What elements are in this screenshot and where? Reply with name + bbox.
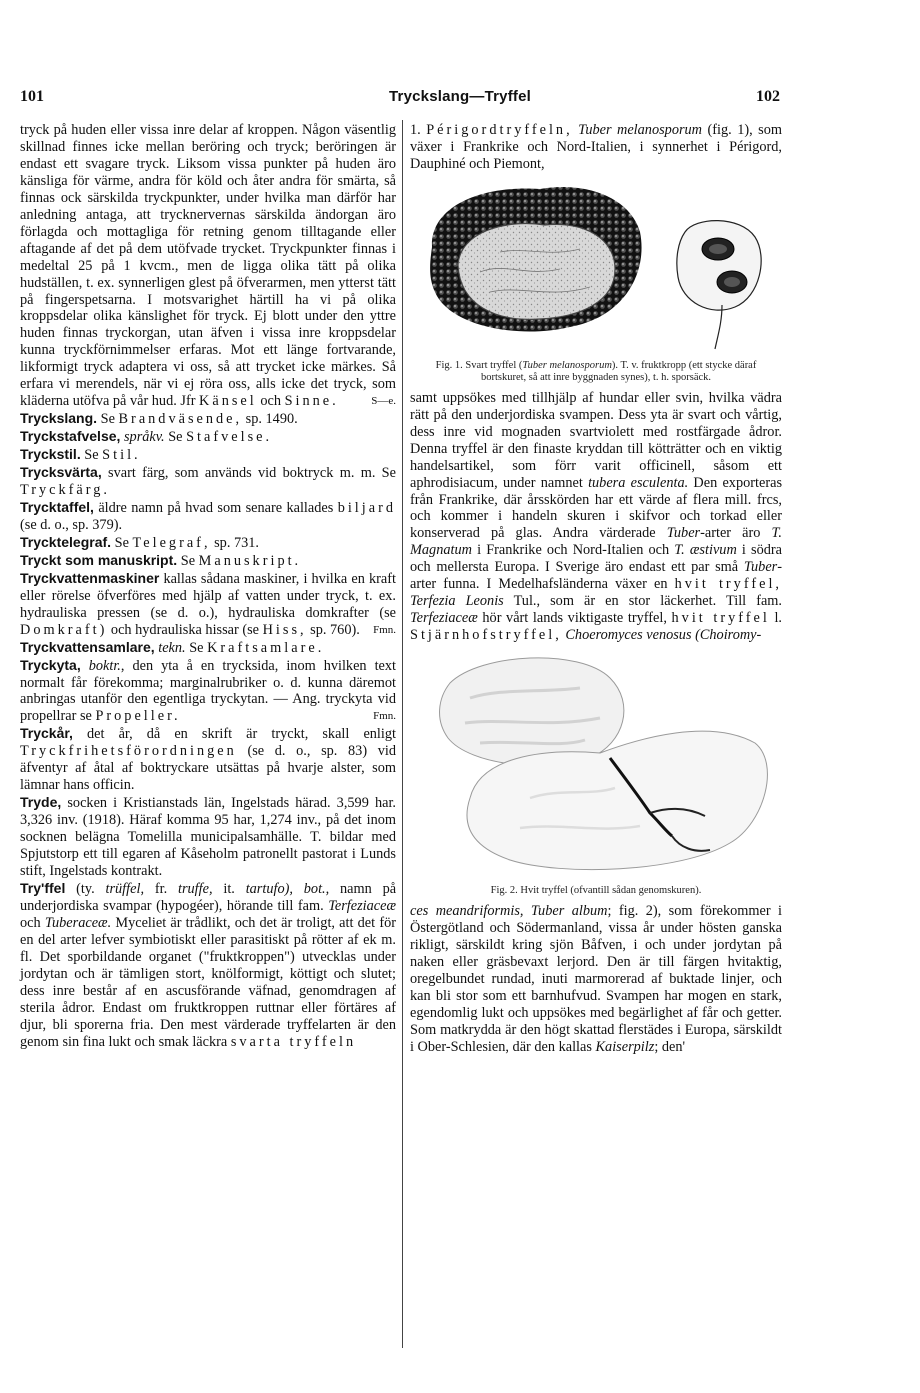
black-truffle-illustration [410, 177, 782, 355]
entry-paragraph: tryck på huden eller vissa inre delar af kroppen. Någon väsentlig skillnad finnes icke mellan beröring och tryck; beröringen är endast ett svagare tryck. Liksom vissa punkter på huden äro känsliga för värme, andra för köld och åter andra för smärta, så finnas ock särskilda tryckpunkter, under hvilka man därför har anledning antaga, att trycknervernas särskilda ändorgan äro förlagda och mottagliga för retning genom tilltagande eller aftagande af det på dem utöfvade trycket. Tryckpunkter finnas i medeltal 25 på 1 kvcm., men de ligga olika tätt på olika hudställen, t. ex. synnerligen glest på öfverarmen, men ytterst tätt på fingerspetsarna. I motsvarighet härtill ha vi på olika kroppsdelar olika känslighet för tryck. Ej blott under den yttre huden finnas tryckorgan, utan äfven i vissa inre kroppsdelar kunna tryckförnimmelser erfaras. Mot ett länge fortvarande, likformigt tryck adaptera vi oss, så att trycket icke märkes. Så erfara vi merendels, när vi ej röra oss, alls icke det tryck, som kläderna utöfva på vår hud. Jfr Känsel och Sinne. S—e. [20, 122, 396, 410]
entry-trycktelegraf: Trycktelegraf. Se Telegraf, sp. 731. [20, 533, 259, 551]
entry-tryckstafvelse: Tryckstafvelse, språkv. Se Stafvelse. [20, 428, 273, 446]
white-truffle-description: ces meandriformis, Tuber album; fig. 2), som förekommer i Östergötland och Södermanland, vissa år under hösten ganska rikligt, särskildt kring sjön Båfven, i och under jordytan på naken eller gräsbevaxt lerjord. Den är till färgen hvitaktig, oregelbundet rundad, inuti marmorerad af buktade linjer, och kan bli stor som ett barnhufvud. Svampen har mogen en stark, egendomlig lukt och uppsökes med begärlighet af får och getter. Som matkrydda är den högt skattad flerstädes i Europa, särskildt i Ober-Schlesien, där den kallas Kaiserpilz; den' [410, 903, 783, 1055]
running-title: Tryckslang—Tryffel [389, 88, 531, 105]
entry-tryckvattensamlare: Tryckvattensamlare, tekn. Se Kraftsamlare. [20, 638, 325, 656]
entry-tryckvattenmaskiner: Tryckvattenmaskiner kallas sådana maskiner, i hvilka en kraft eller rörelse öfverföres med hjälp af vatten under tryck, t. ex. hydrauliska pressen (se d. o.), hydrauliska domkrafter (se Domkraft) och hydrauliska hissar (se Hiss, sp. 760). Fmn. [20, 569, 396, 638]
entry-tryde: Tryde, socken i Kristianstads län, Ingelstads härad. 3,599 har. 3,326 inv. (1918). Häraf komma 95 har, 1,274 inv., på det inom socknen belägna Tomelilla municipalsamhälle. T. bildar med Spjutstorp ett till egaren af Kåseholm patronellt pastorat i Lunds stift, Ingelstads kontrakt. [20, 794, 396, 879]
author-signature: S—e. [371, 395, 396, 408]
entry-trycksvarta: Trycksvärta, svart färg, som används vid boktryck m. m. Se Tryckfärg. [20, 464, 396, 499]
entry-tryckslang: Tryckslang. Se Brandväsende, sp. 1490. [20, 410, 298, 428]
entry-tryckstil: Tryckstil. Se Stil. [20, 446, 141, 464]
figure-2-caption: Fig. 2. Hvit tryffel (ofvantill sådan genomskuren). [490, 885, 702, 897]
tryffel-continuation: 1. Périgordtryffeln, Tuber melanosporum (fig. 1), som växer i Frankrike och Nord-Italien, i synnerhet i Périgord, Dauphiné och Piemont, [410, 122, 783, 172]
tryffel-description: samt uppsökes med tillhjälp af hundar eller svin, hvilka vädra rätt på den underjordiska svampen. Dess yta är svart och vårtig, dess inre vid mognaden svartviolett med rostfärgade ådror. Denna tryffel är den finaste kryddan till kötträtter och en viktig handelsartikel, som förr varit officinell, såsom ett aphrodisiacum, under namnet tubera esculenta. Den exporteras från Frankrike, där årsskörden har ett värde af flera mill. frcs, och kommer i handeln skuren i skifvor och torkad eller konserverad på glas. Andra värderade Tuber-arter äro T. Magnatum i Frankrike och Nord-Italien och T. æstivum i södra och mellersta Europa. I Sverige äro endast ett par små Tuber-arter funna. I Medelhafsländerna växer en hvit tryffel, Terfezia Leonis Tul., som är en stor läckerhet. Till fam. Terfeziaceæ hör vårt lands viktigaste tryffel, hvit tryffel l. Stjärnhofstryffel, Choeromyces venosus (Choiromy- [410, 389, 783, 644]
entry-trycktaffel: Trycktaffel, äldre namn på hvad som senare kallades biljard (se d. o., sp. 379). [20, 498, 397, 533]
column-divider [402, 120, 403, 1348]
white-truffle-whole [440, 658, 624, 766]
entry-tryckt-som-manuskript: Tryckt som manuskript. Se Manuskript. [20, 551, 302, 569]
figure-2 [410, 648, 782, 897]
fruiting-body [430, 187, 641, 332]
figure-1 [410, 177, 782, 384]
author-signature: Fmn. [373, 710, 396, 723]
entry-tryckyta: Tryckyta, boktr., den yta å en trycksida, inom hvilken text normalt får förekomma; marginalrubriker o. d. kunna däremot anbringas utanför den egentliga tryckytan. — Ang. tryckyta vid propellrar se Propeller. Fmn. [20, 656, 397, 725]
page-number-right: 102 [756, 88, 780, 105]
entry-tryffel: Try'ffel (ty. trüffel, fr. truffe, it. tartufo), bot., namn på underjordiska svampar (hypogéer), hörande till fam. Terfeziaceæ och Tuberaceæ. Myceliet är trådlikt, och det är troligt, att det för en del arter lefver symbiotiskt eller parasitiskt på rötter af ek m. fl. Det sporbildande organet ("fruktkroppen") utvecklas under jordytan och är tämligen stort, knölformigt, köttigt och slutet; dess inre består af en ascusförande väfnad, genomdragen af sterila ådror. Endast om fruktkroppen ruttnar eller förtäres af djur, bli sporerna fria. Den mest värderade tryffelarten är den genom sin fina lukt och smak läckra svarta tryffeln [20, 879, 397, 1050]
entry-tryckar: Tryckår, det år, då en skrift är tryckt, skall enligt Tryckfrihetsförordningen (se d. o., sp. 83) vid äfventyr af åtal af boktryckare utsättas på hvarje alster, som lämnar hans officin. [20, 725, 396, 794]
page-number-left: 101 [20, 88, 44, 105]
author-signature: Fmn. [373, 623, 396, 636]
figure-1-caption: Fig. 1. Svart tryffel (Tuber melanosporum). T. v. fruktkropp (ett stycke däraf bortskuret, så att inre byggnaden synes), t. h. sporsäck. [435, 359, 757, 383]
right-column [410, 122, 782, 1056]
left-column [20, 122, 396, 1050]
white-truffle-illustration [410, 648, 782, 880]
spore-sac [677, 220, 761, 348]
